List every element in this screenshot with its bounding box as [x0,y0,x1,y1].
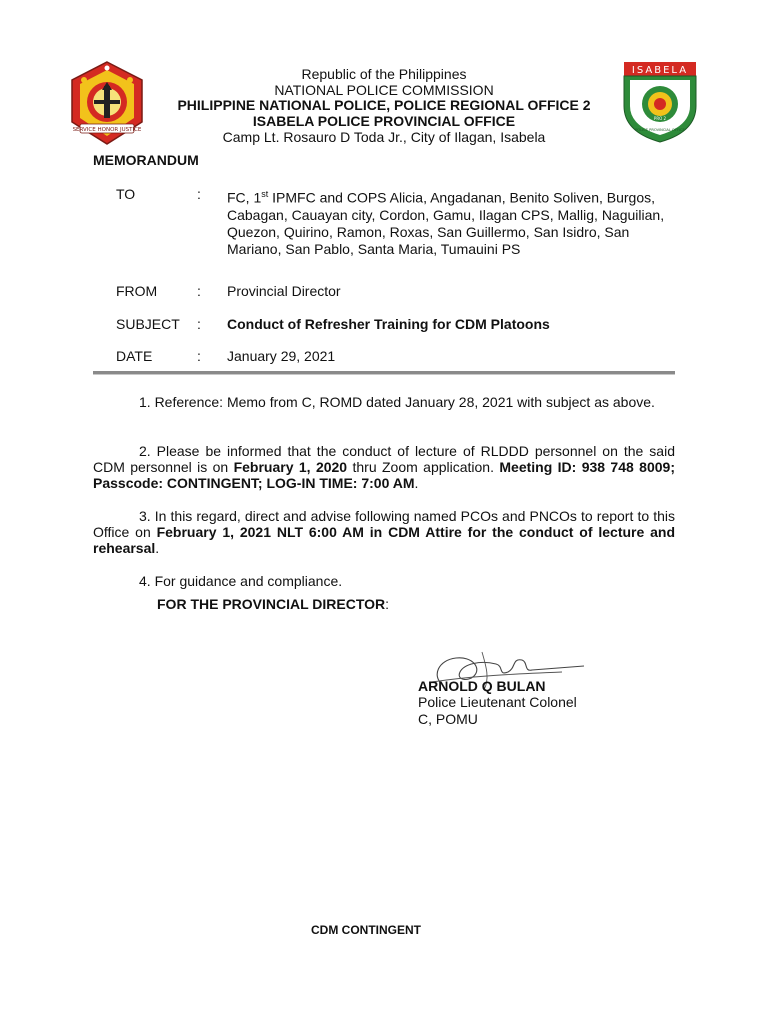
signatory-rank: Police Lieutenant Colonel [418,694,577,710]
paragraph-guidance: 4. For guidance and compliance. [139,573,343,589]
date-colon: : [197,348,201,364]
footer-cdm-contingent: CDM CONTINGENT [311,923,421,937]
subject-colon: : [197,316,201,332]
header-divider [93,371,675,375]
from-value: Provincial Director [227,283,341,299]
to-colon: : [197,186,201,202]
subject-value: Conduct of Refresher Training for CDM Platoons [227,316,550,332]
isabela-banner-text: ISABELA [631,65,689,76]
p2-date: February 1, 2020 [233,459,348,475]
to-value-recipients: IPMFC and COPS Alicia, Angadanan, Benito Soliven, Burgos, Cabagan, Cauayan city, Cordon, Gamu, Ilagan CPS, Mallig, Naguilian, Quezon, Quirino, Ramon, Roxas, San Guillermo, San Isidro, San Mariano, San Pablo, Santa Maria, Tumauini PS [227,189,665,257]
to-value-prefix: FC, 1 [227,189,262,206]
paragraph-reference: 1. Reference: Memo from C, ROMD dated January 28, 2021 with subject as above. [139,394,655,410]
header-address: Camp Lt. Rosauro D Toda Jr., City of Ilagan, Isabela [222,129,546,145]
signatory-position: C, POMU [418,711,478,727]
header-napolcom: NATIONAL POLICE COMMISSION [274,82,494,98]
isabela-inner-text: PRO 2 [653,116,667,121]
to-label: TO [116,186,136,202]
to-value [227,186,667,258]
to-value-superscript: st [261,189,269,199]
from-colon: : [197,283,201,299]
p3-text-c: . [155,540,160,556]
date-value: January 29, 2021 [227,348,336,364]
paragraph-report [93,508,675,556]
memo-title: MEMORANDUM [93,152,199,168]
paragraph-lecture [93,443,675,491]
signatory-name: ARNOLD Q BULAN [418,678,546,694]
p2-text-e: . [414,475,419,491]
p3-text-a: 3. In this regard, direct and advise following named PCOs and PNCOs to report to this Office on [93,508,675,540]
isabela-seal-text: POLICE PROVINCIAL OFFICE [635,128,685,132]
date-label: DATE [116,348,153,364]
p3-report-details: February 1, 2021 NLT 6:00 AM in CDM Attire for the conduct of lecture and rehearsal [93,524,675,556]
pnp-seal-motto: SERVICE HONOR JUSTICE [72,127,142,133]
from-label: FROM [116,283,158,299]
for-line-colon: : [385,596,390,612]
header-isabela-ppo: ISABELA POLICE PROVINCIAL OFFICE [252,113,516,129]
header-republic: Republic of the Philippines [301,66,467,82]
for-the-director-line [157,596,389,612]
subject-label: SUBJECT [116,316,180,332]
p2-text-c: thru Zoom application. [347,459,500,475]
header-pnp-pro2: PHILIPPINE NATIONAL POLICE, POLICE REGIONAL OFFICE 2 [177,97,591,113]
p2-text-a: 2. Please be informed that the conduct of lecture of RLDDD personnel on the said CDM personnel is on [93,443,675,475]
for-line-text: FOR THE PROVINCIAL DIRECTOR [157,596,386,612]
p2-meeting-details: Meeting ID: 938 748 8009; Passcode: CONTINGENT; LOG-IN TIME: 7:00 AM [93,459,675,491]
